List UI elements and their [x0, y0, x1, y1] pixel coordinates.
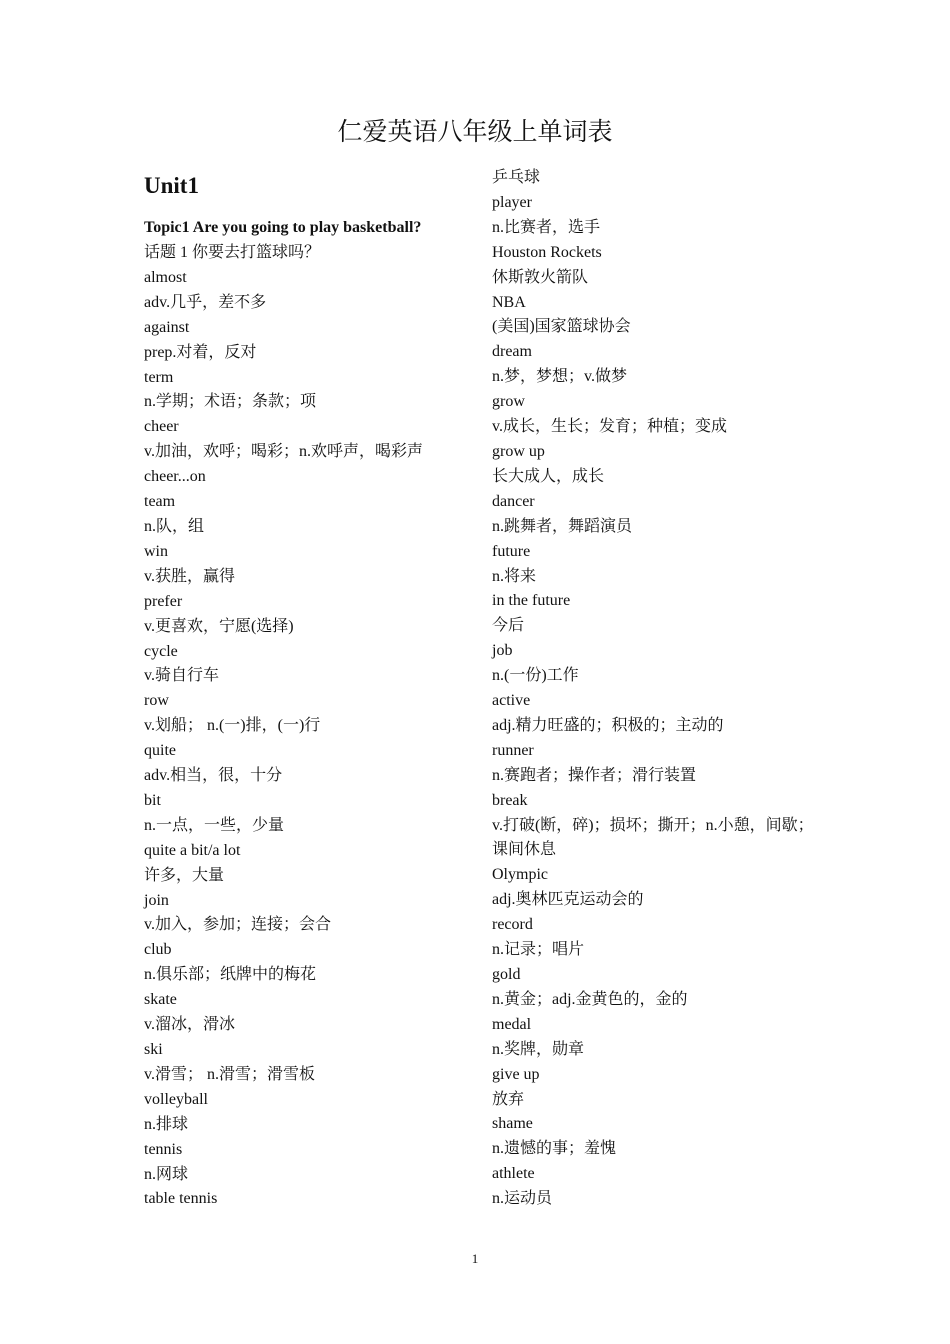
vocabulary-line: future	[492, 542, 531, 560]
vocabulary-line: n.网球	[144, 1165, 189, 1183]
vocabulary-line: n.学期；术语；条款；项	[144, 393, 317, 411]
vocabulary-line: team	[144, 493, 176, 511]
vocabulary-line: skate	[144, 991, 177, 1009]
vocabulary-line: v.获胜，赢得	[144, 567, 235, 585]
vocabulary-line: in the future	[492, 592, 571, 610]
vocabulary-line: medal	[492, 1015, 532, 1033]
vocabulary-line: job	[492, 642, 513, 660]
vocabulary-line: grow up	[492, 442, 545, 460]
vocabulary-line: adj.精力旺盛的；积极的；主动的	[492, 716, 724, 734]
vocabulary-line: n.将来	[492, 567, 537, 585]
vocabulary-line: athlete	[492, 1165, 535, 1183]
vocabulary-line: give up	[492, 1065, 540, 1083]
topic-heading: Topic1 Are you going to play basketball?	[144, 219, 422, 236]
vocabulary-line: cheer	[144, 418, 179, 436]
vocabulary-line: gold	[492, 966, 521, 983]
vocabulary-line: 话题 1 你要去打篮球吗？	[144, 244, 321, 261]
vocabulary-line: n.记录；唱片	[492, 941, 585, 959]
vocabulary-line: v.加油，欢呼；喝彩；n.欢呼声，喝彩声	[144, 443, 423, 461]
vocabulary-line: adv.几乎，差不多	[144, 293, 267, 311]
page-title: 仁爱英语八年级上单词表	[337, 119, 613, 146]
vocabulary-line: quite a bit/a lot	[144, 841, 241, 859]
vocabulary-line: against	[144, 318, 190, 336]
vocabulary-line: prep.对着，反对	[144, 343, 257, 361]
vocabulary-line: n.遗憾的事；羞愧	[492, 1140, 617, 1158]
vocabulary-line: n.奖牌，勋章	[492, 1040, 585, 1058]
vocabulary-line: Olympic	[492, 866, 548, 884]
vocabulary-line: quite	[144, 742, 176, 760]
vocabulary-line: row	[144, 692, 169, 710]
vocabulary-line: ski	[144, 1041, 163, 1058]
vocabulary-line: adj.奥林匹克运动会的	[492, 891, 644, 909]
vocabulary-line: cycle	[144, 642, 178, 660]
vocabulary-line: almost	[144, 268, 187, 286]
vocabulary-line: NBA	[492, 293, 526, 311]
vocabulary-line: runner	[492, 741, 534, 759]
vocabulary-line: table tennis	[144, 1190, 218, 1208]
vocabulary-line: player	[492, 193, 532, 211]
vocabulary-line: join	[144, 891, 169, 909]
vocabulary-line: n.一点，一些，少量	[144, 816, 285, 834]
vocabulary-line: n.俱乐部；纸牌中的梅花	[144, 966, 317, 984]
vocabulary-line: Houston Rockets	[492, 243, 602, 261]
vocabulary-line: 乒乓球	[492, 169, 541, 186]
vocabulary-line: prefer	[144, 592, 183, 610]
page-number: 1	[471, 1251, 479, 1266]
vocabulary-line: n.比赛者，选手	[492, 218, 601, 236]
vocabulary-line: tennis	[144, 1140, 183, 1158]
vocabulary-line: 许多，大量	[144, 866, 225, 884]
vocabulary-line: cheer...on	[144, 468, 206, 486]
vocabulary-line: v.成长，生长；发育；种植；变成	[492, 418, 727, 436]
vocabulary-line: volleyball	[144, 1090, 208, 1108]
vocabulary-line: n.(一份)工作	[492, 667, 579, 685]
left-vocabulary-column	[144, 241, 423, 1212]
vocabulary-line: v.划船； n.(一)排，(一)行	[144, 717, 321, 735]
vocabulary-line: 今后	[492, 617, 525, 635]
vocabulary-line: n.赛跑者；操作者；滑行装置	[492, 766, 697, 784]
vocabulary-line: 休斯敦火箭队	[492, 268, 589, 286]
vocabulary-line: win	[144, 542, 168, 560]
vocabulary-line: v.滑雪； n.滑雪；滑雪板	[144, 1065, 315, 1083]
right-vocabulary-column	[492, 166, 814, 1212]
vocabulary-line: n.队，组	[144, 517, 205, 535]
vocabulary-line: break	[492, 791, 528, 809]
vocabulary-line: (美国)国家篮球协会	[492, 318, 631, 336]
unit-heading: Unit1	[144, 173, 199, 198]
vocabulary-line: adv.相当，很，十分	[144, 767, 283, 785]
vocabulary-line: n.运动员	[492, 1190, 553, 1208]
vocabulary-line: 长大成人，成长	[492, 467, 605, 485]
vocabulary-line: dancer	[492, 492, 535, 510]
vocabulary-line: v.骑自行车	[144, 667, 219, 685]
vocabulary-line: shame	[492, 1115, 533, 1133]
vocabulary-line: v.打破(断，碎)；损坏；撕开；n.小憩，间歇；	[492, 816, 814, 834]
vocabulary-line: v.溜冰，滑冰	[144, 1016, 235, 1034]
vocabulary-line: n.排球	[144, 1115, 189, 1133]
vocabulary-line: 课间休息	[492, 841, 557, 859]
vocabulary-line: 放弃	[492, 1090, 525, 1108]
vocabulary-line: n.梦，梦想；v.做梦	[492, 368, 627, 386]
vocabulary-line: v.更喜欢，宁愿(选择)	[144, 617, 294, 635]
vocabulary-line: record	[492, 916, 533, 934]
vocabulary-line: n.黄金；adj.金黄色的，金的	[492, 990, 688, 1008]
vocabulary-line: club	[144, 941, 172, 959]
vocabulary-line: term	[144, 368, 174, 386]
vocabulary-line: v.加入，参加；连接；会合	[144, 916, 331, 934]
vocabulary-line: n.跳舞者，舞蹈演员	[492, 517, 633, 535]
vocabulary-line: grow	[492, 393, 525, 411]
vocabulary-line: dream	[492, 343, 532, 361]
vocabulary-line: active	[492, 692, 531, 710]
vocabulary-line: bit	[144, 791, 161, 809]
